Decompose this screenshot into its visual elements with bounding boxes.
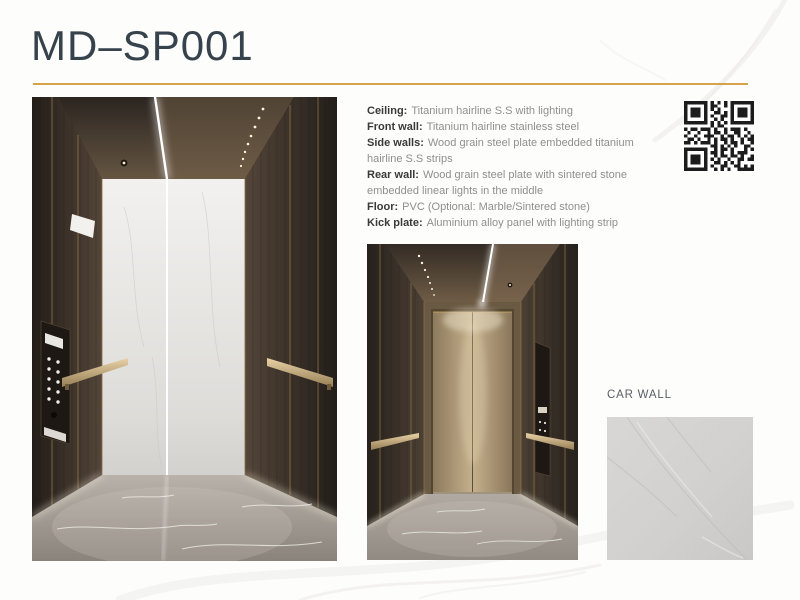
rear-wall-marble [102, 179, 245, 475]
left-wall [32, 97, 102, 517]
title-underline [33, 83, 748, 85]
right-wall [245, 97, 337, 517]
page-title: MD–SP001 [31, 22, 254, 69]
car-wall-marble-sample [607, 417, 753, 560]
car-wall-swatch [607, 417, 753, 560]
spec-rear-wall: Rear wall: Wood grain steel plate with sintered stone embedded linear lights in the middle [367, 169, 627, 197]
qr-code-svg [684, 101, 754, 171]
elevator-cab-door-view-render [367, 244, 578, 560]
spec-floor: Floor: PVC (Optional: Marble/Sintered stone) [367, 201, 590, 213]
spec-kick-plate: Kick plate: Aluminium alloy panel with lighting strip [367, 217, 619, 229]
qr-code [684, 101, 754, 171]
spec-list [367, 103, 655, 231]
car-wall-label: CAR WALL [607, 389, 672, 401]
spec-front-wall: Front wall: Titanium hairline stainless steel [367, 121, 580, 133]
spec-ceiling: Ceiling: Titanium hairline S.S with lighting [367, 105, 573, 117]
ceiling-spotlight [508, 283, 513, 288]
ceiling-spotlight [121, 160, 128, 167]
spec-side-walls: Side walls: Wood grain steel plate embedded titanium hairline S.S strips [367, 137, 634, 165]
elevator-cab-rear-view-render [32, 97, 337, 561]
cop-control-panel [535, 342, 550, 476]
